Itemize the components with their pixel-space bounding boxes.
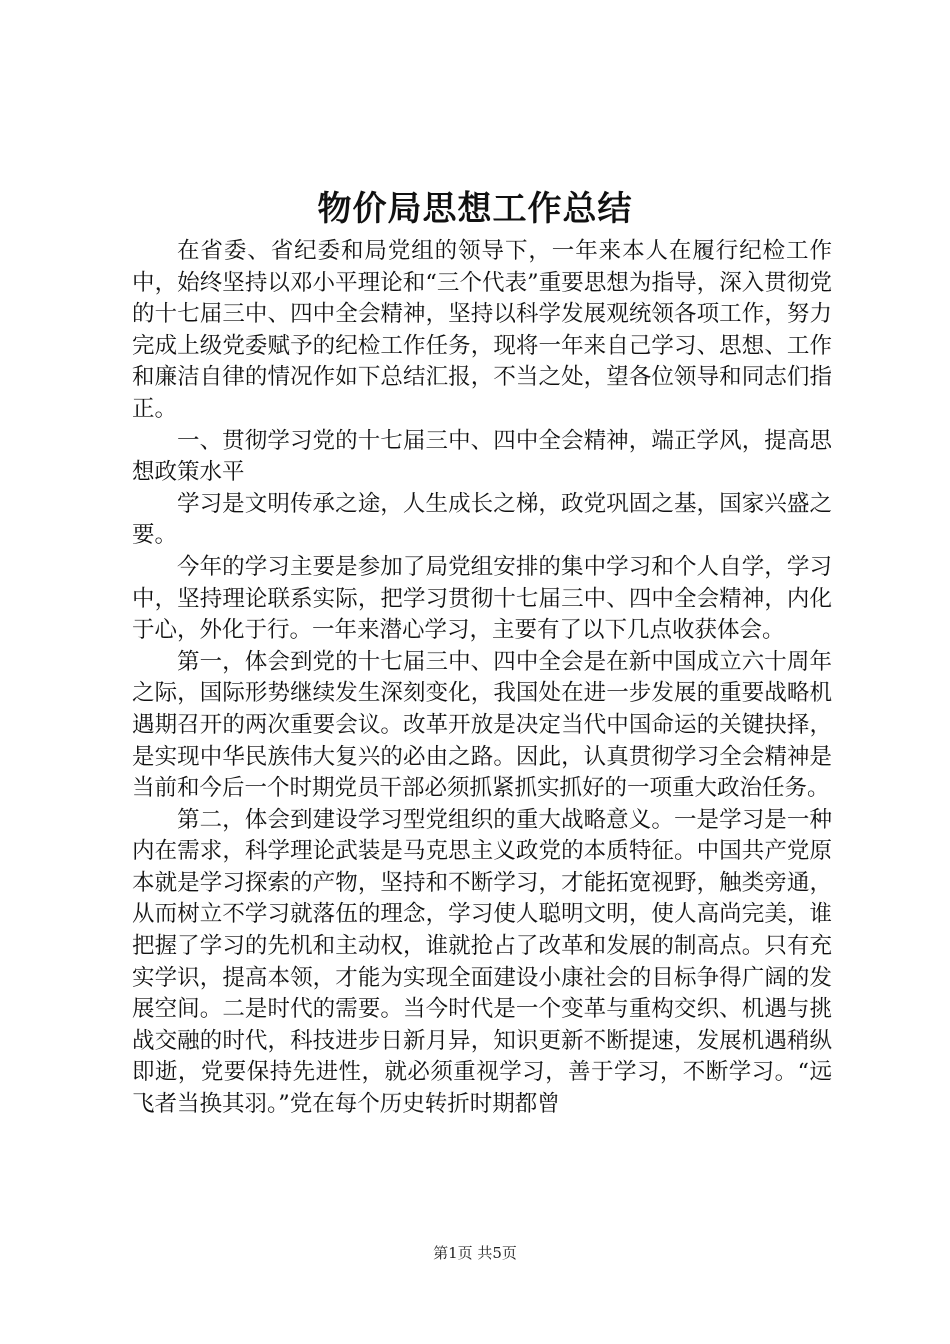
paragraph-first-insight: 第一，体会到党的十七届三中、四中全会是在新中国成立六十周年之际，国际形势继续发生深刻变化，我国处在进一步发展的重要战略机遇期召开的两次重要会议。改革开放是决定当代中国命运的关键抉择，是实现中华民族伟大复兴的必由之路。因此，认真贯彻学习全会精神是当前和今后一个时期党员干部必须抓紧抓实抓好的一项重大政治任务。 xyxy=(132,648,832,802)
paragraph-study-summary: 今年的学习主要是参加了局党组安排的集中学习和个人自学，学习中，坚持理论联系实际，把学习贯彻十七届三中、四中全会精神，内化于心，外化于行。一年来潜心学习，主要有了以下几点收获体会。 xyxy=(132,553,832,644)
page-number-footer: 第1页 共5页 xyxy=(433,1244,517,1262)
paragraph-intro: 在省委、省纪委和局党组的领导下，一年来本人在履行纪检工作中，始终坚持以邓小平理论和“三个代表”重要思想为指导，深入贯彻党的十七届三中、四中全会精神，坚持以科学发展观统领各项工作，努力完成上级党委赋予的纪检工作任务，现将一年来自己学习、思想、工作和廉洁自律的情况作如下总结汇报，不当之处，望各位领导和同志们指正。 xyxy=(132,238,832,422)
paragraph-learning-importance: 学习是文明传承之途，人生成长之梯，政党巩固之基，国家兴盛之要。 xyxy=(132,490,832,549)
document-title: 物价局思想工作总结 xyxy=(317,189,633,229)
paragraph-second-insight: 第二，体会到建设学习型党组织的重大战略意义。一是学习是一种内在需求，科学理论武装是马克思主义政党的本质特征。中国共产党原本就是学习探索的产物，坚持和不断学习，才能拓宽视野，触类旁通，从而树立不学习就落伍的理念，学习使人聪明文明，使人高尚完美，谁把握了学习的先机和主动权，谁就抢占了改革和发展的制高点。只有充实学识，提高本领，才能为实现全面建设小康社会的目标争得广阔的发展空间。二是时代的需要。当今时代是一个变革与重构交织、机遇与挑战交融的时代，科技进步日新月异，知识更新不断提速，发展机遇稍纵即逝，党要保持先进性，就必须重视学习，善于学习，不断学习。“远飞者当换其羽。”党在每个历史转折时期都曾 xyxy=(132,806,832,1118)
section-heading-1: 一、贯彻学习党的十七届三中、四中全会精神，端正学风，提高思想政策水平 xyxy=(132,427,832,486)
document-body xyxy=(132,236,832,1121)
